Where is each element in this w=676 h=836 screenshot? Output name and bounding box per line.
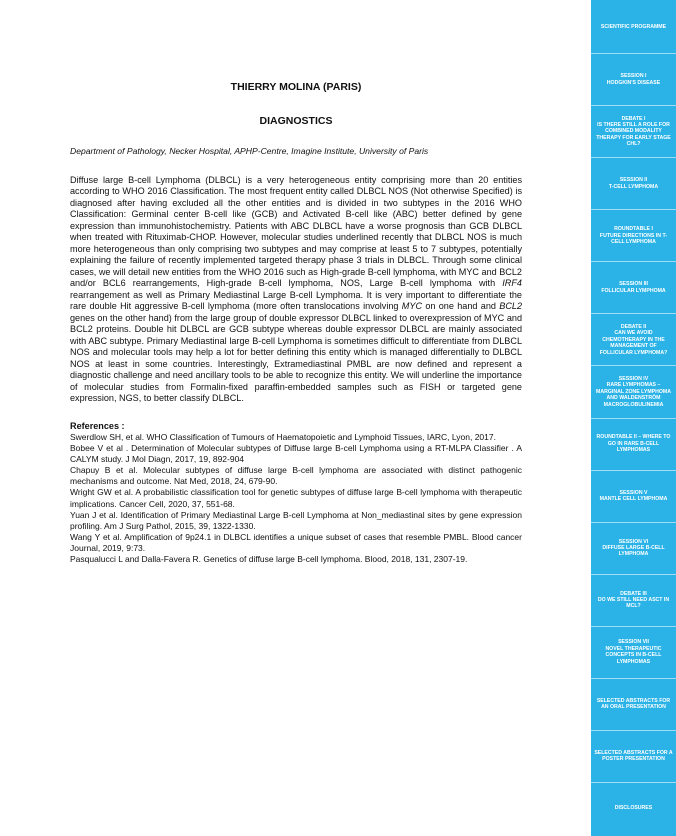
sidebar-nav-label: SESSION VII NOVEL THERAPEUTIC CONCEPTS IN B-CELL LYMPHOMAS [605, 639, 662, 665]
sidebar-nav-item[interactable] [591, 158, 676, 210]
sidebar-nav-item[interactable] [591, 471, 676, 523]
sidebar-nav-label: SESSION VI DIFFUSE LARGE B-CELL LYMPHOMA [602, 538, 665, 558]
references-title: References : [70, 420, 125, 431]
sidebar-nav-label: SESSION II T-CELL LYMPHOMA [608, 177, 659, 190]
reference-item: Chapuy B et al. Molecular subtypes of diffuse large B-cell lymphoma are associated with distinct pathogenic mechanisms and outcome. Nat Med, 2018, 24, 679-90. [70, 465, 522, 487]
reference-item: Wright GW et al. A probabilistic classification tool for genetic subtypes of diffuse large B-cell lymphoma with therapeutic implications. Cancer Cell, 2020, 37, 551-68. [70, 487, 522, 509]
sidebar-nav-label: ROUNDTABLE II – WHERE TO GO IN RARE B-CELL LYMPHOMAS [596, 434, 671, 454]
sidebar-nav-item[interactable] [591, 419, 676, 471]
sidebar-nav-label: SESSION I HODGKIN'S DISEASE [606, 73, 661, 86]
affiliation: Department of Pathology, Necker Hospital, APHP-Centre, Imagine Institute, University of Paris [70, 146, 429, 156]
sidebar-nav-item[interactable] [591, 106, 676, 158]
abstract-text: rearrangement as well as Primary Mediastinal Large B-cell Lymphoma. It is very important to differentiate the rare double Hit aggressive B-cell lymphoma (more often translocations involving [70, 289, 522, 311]
sidebar-nav-item[interactable] [591, 523, 676, 575]
sidebar-nav-item[interactable] [591, 679, 676, 731]
sidebar-nav-label: SESSION IV RARE LYMPHOMAS – MARGINAL ZONE LYMPHOMA AND WALDENSTRÖM MACROGLOBULINEMIA [596, 375, 671, 408]
abstract-text: genes on the other hand) from the large group of double expressor DLBCL linked to overexpression of MYC and BCL2 proteins. Double hit DLBCL are GCB subtype whereas double expressor DLBCL are mainly associated with ABC subtype. Primary Mediastinal large B-cell Lymphoma is sometimes difficult to differentiate from DLBCL NOS and molecular tools may help a lot for better defining this entity which is managed differentially to DLBCL NOS at least in some countries. Interestingly, Extramediastinal PMBL are now defined and represent a diagnostic challenge and need ancillary tools to be able to recognize this entity. We will underline the importance of molecular studies from Formalin-fixed paraffin-embedded samples such as FISH or targeted gene expression, NGS, to better classify DLBCL. [70, 312, 522, 403]
sidebar-nav-item[interactable] [591, 575, 676, 627]
sidebar-nav-label: SELECTED ABSTRACTS FOR AN ORAL PRESENTATION [596, 697, 671, 711]
author-heading: THIERRY MOLINA (PARIS) [230, 81, 362, 93]
sidebar-nav-item[interactable] [591, 2, 676, 54]
reference-item: Swerdlow SH, et al. WHO Classification of Tumours of Haematopoietic and Lymphoid Tissues, IARC, Lyon, 2017. [70, 432, 496, 442]
gene-name: BCL2 [499, 301, 522, 311]
sidebar-nav-item[interactable] [591, 54, 676, 106]
sidebar-nav-item[interactable] [591, 314, 676, 366]
sidebar-nav-item[interactable] [591, 262, 676, 314]
sidebar-nav-label: SCIENTIFIC PROGRAMME [600, 24, 667, 31]
sidebar-nav-label: SELECTED ABSTRACTS FOR A POSTER PRESENTATION [594, 750, 673, 763]
program-sidebar [591, 0, 676, 836]
sidebar-nav-label: SESSION V MANTLE CELL LYMPHOMA [599, 489, 668, 503]
sidebar-nav-label: DEBATE I IS THERE STILL A ROLE FOR COMBINED MODALITY THERAPY FOR EARLY STAGE CHL? [596, 115, 671, 148]
sidebar-nav-label: ROUNDTABLE I FUTURE DIRECTIONS IN T-CELL LYMPHOMA [599, 226, 668, 245]
sidebar-nav-item[interactable] [591, 366, 676, 418]
sidebar-nav-item[interactable] [591, 210, 676, 262]
sidebar-nav-item[interactable] [591, 731, 676, 783]
sidebar-nav-label: DISCLOSURES [614, 805, 653, 812]
sidebar-nav-label: SESSION III FOLLICULAR LYMPHOMA [601, 281, 666, 294]
reference-item: Bobee V et al . Determination of Molecular subtypes of Diffuse large B-cell Lymphoma using a RT-MLPA Classifier . A CALYM study. J Mol Diagn, 2017, 19, 892-904 [70, 443, 522, 465]
reference-item: Pasqualucci L and Dalla-Favera R. Genetics of diffuse large B-cell lymphoma. Blood, 2018, 131, 2307-19. [70, 554, 468, 565]
sidebar-nav-label: DEBATE III DO WE STILL NEED ASCT IN MCL? [597, 590, 670, 610]
references-list [70, 432, 522, 565]
section-title: DIAGNOSTICS [259, 114, 333, 127]
abstract-text: on one hand and [422, 301, 500, 311]
reference-item: Wang Y et al. Amplification of 9p24.1 in DLBCL identifies a unique subset of cases that resemble PMBL. Blood cancer Journal, 2019, 9:73. [70, 531, 522, 553]
reference-item: Yuan J et al. Identification of Primary Mediastinal Large B-cell Lymphoma at Non_mediastinal sites by gene expression profiling. Am J Surg Pathol, 2015, 39, 1322-1330. [70, 509, 522, 531]
abstract-text: Diffuse large B-cell Lymphoma (DLBCL) is a very heterogeneous entity comprising more than 20 entities according to WHO 2016 Classification. The most frequent entity called DLBCL NOS (Not otherwise Specified) is diagnosed after having excluded all the other entities and is divided in two subtypes in the 2016 WHO Classification: Germinal center B-cell like (GCB) and Activated B-cell like (ABC) better defined by gene expression than immunohistochemistry. Patients with ABC DLBCL have a worse prognosis than GCB DLBCL when treated with Rituximab-CHOP. However, molecular studies underlined recently that DLBCL NOS is much more heterogeneous than only comprising two subtypes and may comprise at least 5 to 7 subtypes, potentially explaining the failure of recently implemented targeted therapy phase 3 trials in DLBCL. Through some clinical cases, we will detail new entities from the WHO 2016 such as High-grade B-cell lymphoma, with MYC and BCL2 and/or BCL6 rearrangements, High-grade B-cell lymphoma, NOS, Large B-cell lymphoma with [70, 174, 522, 288]
document-body [70, 82, 522, 565]
sidebar-nav-item[interactable] [591, 783, 676, 834]
sidebar-nav-label: DEBATE II CAN WE AVOID CHEMOTHERAPY IN THE MANAGEMENT OF FOLLICULAR LYMPHOMA? [599, 323, 668, 356]
gene-name: MYC [401, 301, 423, 311]
sidebar-nav-item[interactable] [591, 627, 676, 679]
gene-name: IRF4 [502, 278, 522, 288]
abstract-paragraph [70, 175, 522, 405]
